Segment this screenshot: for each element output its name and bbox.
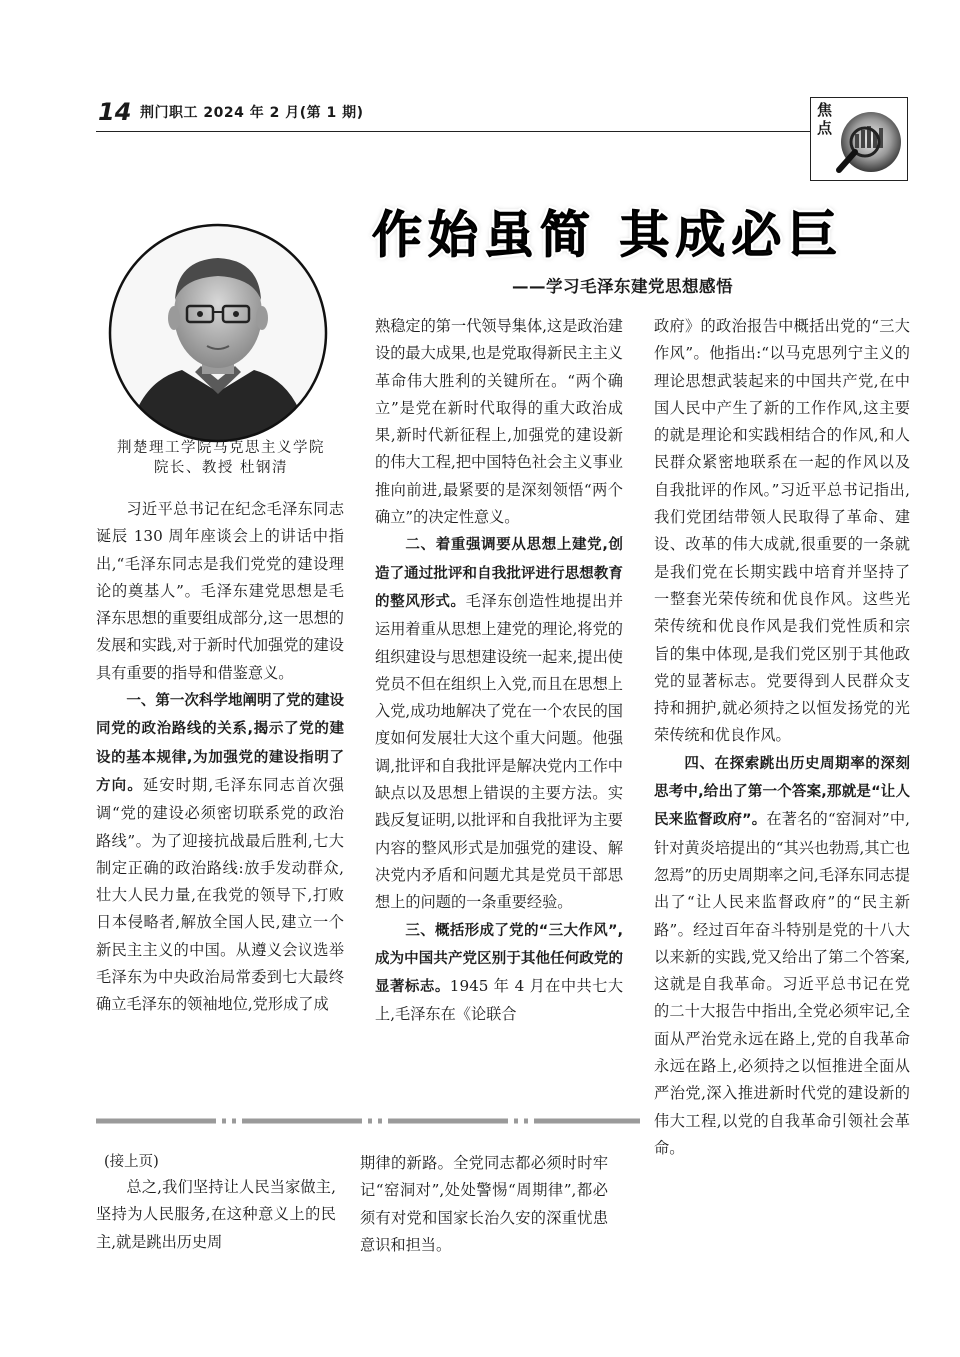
column-left: [96, 496, 344, 1019]
page-number: 14: [98, 98, 132, 126]
caption-line-1: 荆楚理工学院马克思主义学院: [117, 440, 325, 456]
author-caption: [96, 438, 346, 478]
article-subtitle: ——学习毛泽东建党思想感悟: [512, 277, 733, 296]
section-2-heading: 二、着重强调要从思想上建党,创造了通过批评和自我批评进行思想教育的整风形式。: [375, 537, 623, 610]
continuation-left: [96, 1174, 336, 1256]
continuation-right-text: 期律的新路。全党同志都必须时时牢记“窑洞对”,处处警惕“周期律”,都必须有对党和国家长治久安的深重忧患意识和担当。: [360, 1154, 608, 1254]
continuation-left-text: 总之,我们坚持让人民当家做主,坚持为人民服务,在这种意义上的民主,就是跳出历史周: [96, 1178, 336, 1251]
section-3-paragraph: [375, 917, 623, 1029]
author-photo: [107, 222, 329, 444]
section-3-heading: 三、概括形成了党的“三大作风”,成为中国共产党区别于其他任何政党的显著标志。: [375, 922, 623, 996]
badge-label: 焦点: [817, 101, 833, 137]
section-divider: [96, 1118, 640, 1124]
section-2-text: 毛泽东创造性地提出并运用着重从思想上建党的理论,将党的组织建设与思想建设统一起来,提出使党员不但在组织上入党,而且在思想上入党,成功地解决了党在一个农民的国度如何发展壮大这个重大问题。他强调,批评和自我批评是解决党内工作中缺点以及思想上错误的主要方法。实践反复证明,以批评和自我批评为主要内容的整风形式是加强党的建设、解决党内矛盾和问题尤其是党员干部思想上的问题的一条重要经验。: [375, 591, 624, 912]
middle-continuation-paragraph: 熟稳定的第一代领导集体,这是政治建设的最大成果,也是党取得新民主主义革命伟大胜利的关键所在。“两个确立”是党在新时代取得的重大政治成果,新时代新征程上,加强党的建设新的伟大工程,把中国特色社会主义事业推向前进,最紧要的是深刻领悟“两个确立”的决定性意义。: [375, 317, 623, 527]
section-1-heading: 一、第一次科学地阐明了党的建设同党的政治路线的关系,揭示了党的建设的基本规律,为加强党的建设指明了方向。: [96, 693, 344, 794]
header-rule: [96, 131, 810, 132]
section-4-heading: 四、在探索跳出历史周期率的深刻思考中,给出了第一个答案,那就是“让人民来监督政府”。: [654, 755, 910, 829]
continuation-label: (接上页): [104, 1154, 159, 1170]
continuation-right: [360, 1150, 608, 1259]
intro-paragraph: 习近平总书记在纪念毛泽东同志诞辰 130 周年座谈会上的讲话中指出,“毛泽东同志是我们党党的建设理论的奠基人”。毛泽东建党思想是毛泽东思想的重要组成部分,这一思想的发展和实践,对于新时代加强党的建设具有重要的指导和借鉴意义。: [96, 500, 344, 682]
section-3-text: 1945 年 4 月在中共七大上,毛泽东在《论联合: [375, 977, 624, 1024]
right-continuation-paragraph: 政府》的政治报告中概括出党的“三大作风”。他指出:“以马克思列宁主义的理论思想武装起来的中国共产党,在中国人民中产生了新的工作作风,这主要的就是理论和实践相结合的作风,和人民群众紧密地联系在一起的作风以及自我批评的作风。”习近平总书记指出,我们党团结带领人民取得了革命、建设、改革的伟大成就,很重要的一条就是我们党在长期实践中培育并坚持了一整套光荣传统和优良作风。这些光荣传统和优良作风是我们党性质和宗旨的集中体现,是我们党区别于其他政党的显著标志。党要得到人民群众支持和拥护,就必须持之以恒发扬党的光荣传统和优良作风。: [654, 317, 910, 745]
publication-info: 荆门职工 2024 年 2 月(第 1 期): [140, 105, 364, 121]
section-4-text: 在著名的“窑洞对”中,针对黄炎培提出的“其兴也勃焉,其亡也忽焉”的历史周期率之问,毛泽东同志提出了“让人民来监督政府”的“民主新路”。经过百年奋斗特别是党的十八大以来新的实践,党又给出了第二个答案,这就是自我革命。习近平总书记在党的二十大报告中指出,全党必须牢记,全面从严治党永远在路上,党的自我革命永远在路上,必须持之以恒推进全面从严治党,深入推进新时代党的建设新的伟大工程,以党的自我革命引领社会革命。: [654, 810, 911, 1157]
column-middle: [375, 313, 623, 1029]
caption-line-2: 院长、教授 杜钢清: [153, 460, 289, 476]
section-1-text: 延安时期,毛泽东同志首次强调“党的建设必须密切联系党的政治路线”。为了迎接抗战最后胜利,七大制定正确的政治路线:放手发动群众,壮大人民力量,在我党的领导下,打败日本侵略者,解放全国人民,建立一个新民主主义的中国。从遵义会议选举毛泽东为中央政治局常委到七大最终确立毛泽东的领袖地位,党形成了成: [96, 775, 344, 1014]
section-2-paragraph: [375, 531, 623, 916]
section-4-paragraph: [654, 750, 910, 1162]
section-badge: [810, 97, 908, 181]
column-right: [654, 313, 910, 1162]
article-title: 作始虽简 其成必巨: [372, 205, 844, 264]
section-1-paragraph: [96, 687, 344, 1019]
magnifier-icon: [825, 108, 907, 180]
